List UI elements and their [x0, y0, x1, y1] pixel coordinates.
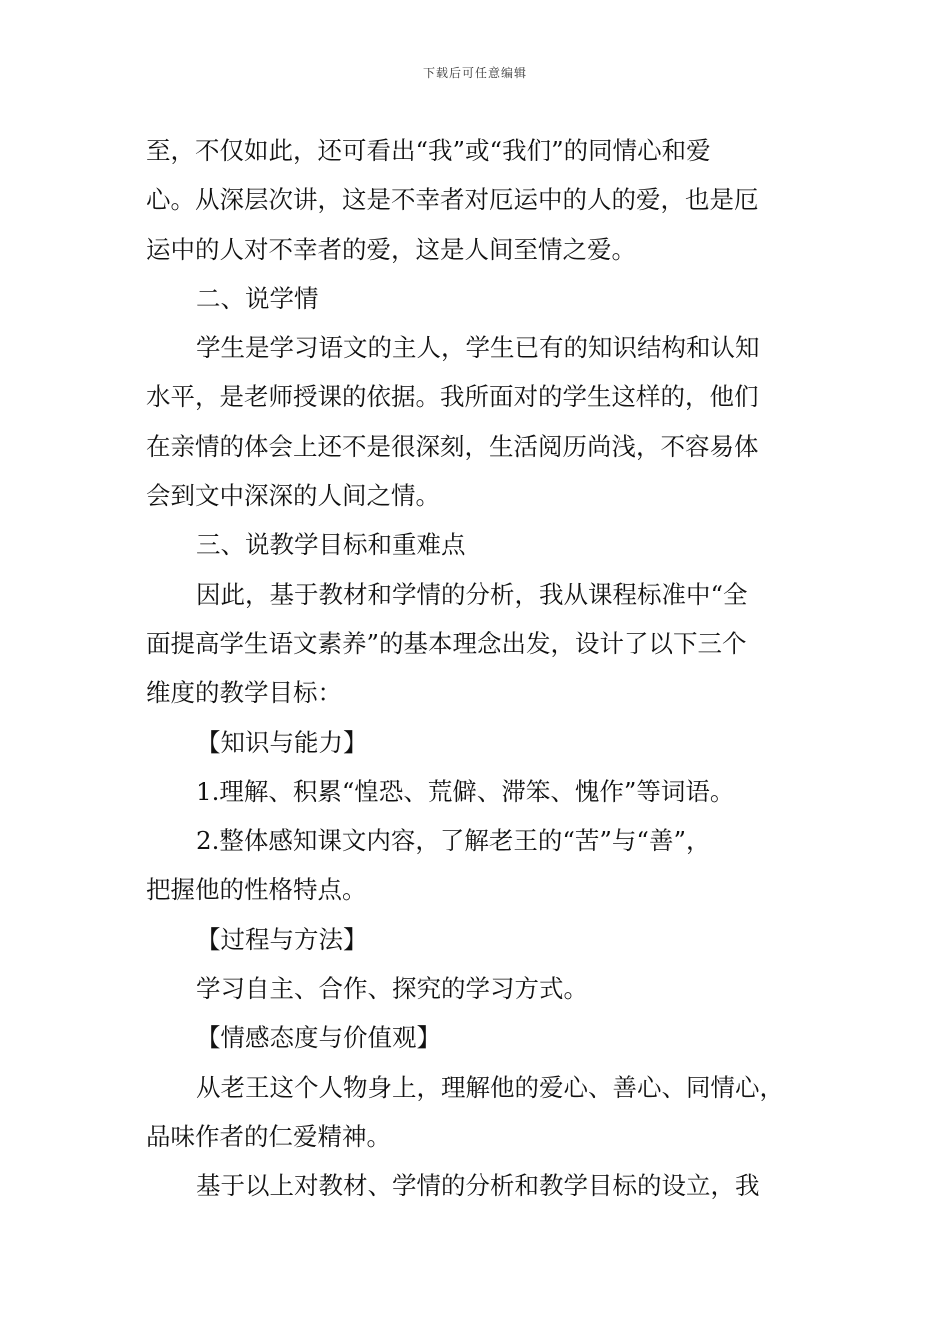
- section-heading: 三、说教学目标和重难点: [196, 530, 466, 560]
- document-body: [146, 126, 810, 1211]
- text-line: 学生是学习语文的主人，学生已有的知识结构和认知: [196, 333, 760, 363]
- text-line: 心。从深层次讲，这是不幸者对厄运中的人的爱，也是厄: [146, 185, 759, 215]
- page-header: 下载后可任意编辑: [422, 66, 527, 80]
- text-line: 会到文中深深的人间之情。: [146, 481, 440, 511]
- subsection-heading: 【过程与方法】: [196, 924, 368, 954]
- text-line: 学习自主、合作、探究的学习方式。: [196, 974, 588, 1004]
- text-line: 把握他的性格特点。: [146, 875, 367, 905]
- subsection-heading: 【情感态度与价值观】: [196, 1023, 441, 1053]
- text-line: 因此，基于教材和学情的分析，我从课程标准中“全: [196, 579, 748, 609]
- text-line: 运中的人对不幸者的爱，这是人间至情之爱。: [146, 234, 636, 264]
- text-line: 维度的教学目标：: [146, 678, 342, 708]
- text-line: 基于以上对教材、学情的分析和教学目标的设立，我: [196, 1171, 760, 1201]
- text-line: 水平，是老师授课的依据。我所面对的学生这样的，他们: [146, 382, 759, 412]
- section-heading: 二、说学情: [196, 283, 319, 313]
- text-line: 品味作者的仁爱精神。: [146, 1121, 391, 1151]
- text-line: 至，不仅如此，还可看出“我”或“我们”的同情心和爱: [146, 136, 711, 165]
- text-line: 从老王这个人物身上，理解他的爱心、善心、同情心，: [196, 1072, 784, 1102]
- list-item: 2.整体感知课文内容，了解老王的“苦”与“善”，: [196, 826, 711, 856]
- text-line: 面提高学生语文素养”的基本理念出发，设计了以下三个: [146, 628, 747, 658]
- subsection-heading: 【知识与能力】: [196, 727, 368, 757]
- text-line: 在亲情的体会上还不是很深刻，生活阅历尚浅，不容易体: [146, 431, 759, 461]
- list-item: 1.理解、积累“惶恐、荒僻、滞笨、愧作”等词语。: [196, 776, 735, 806]
